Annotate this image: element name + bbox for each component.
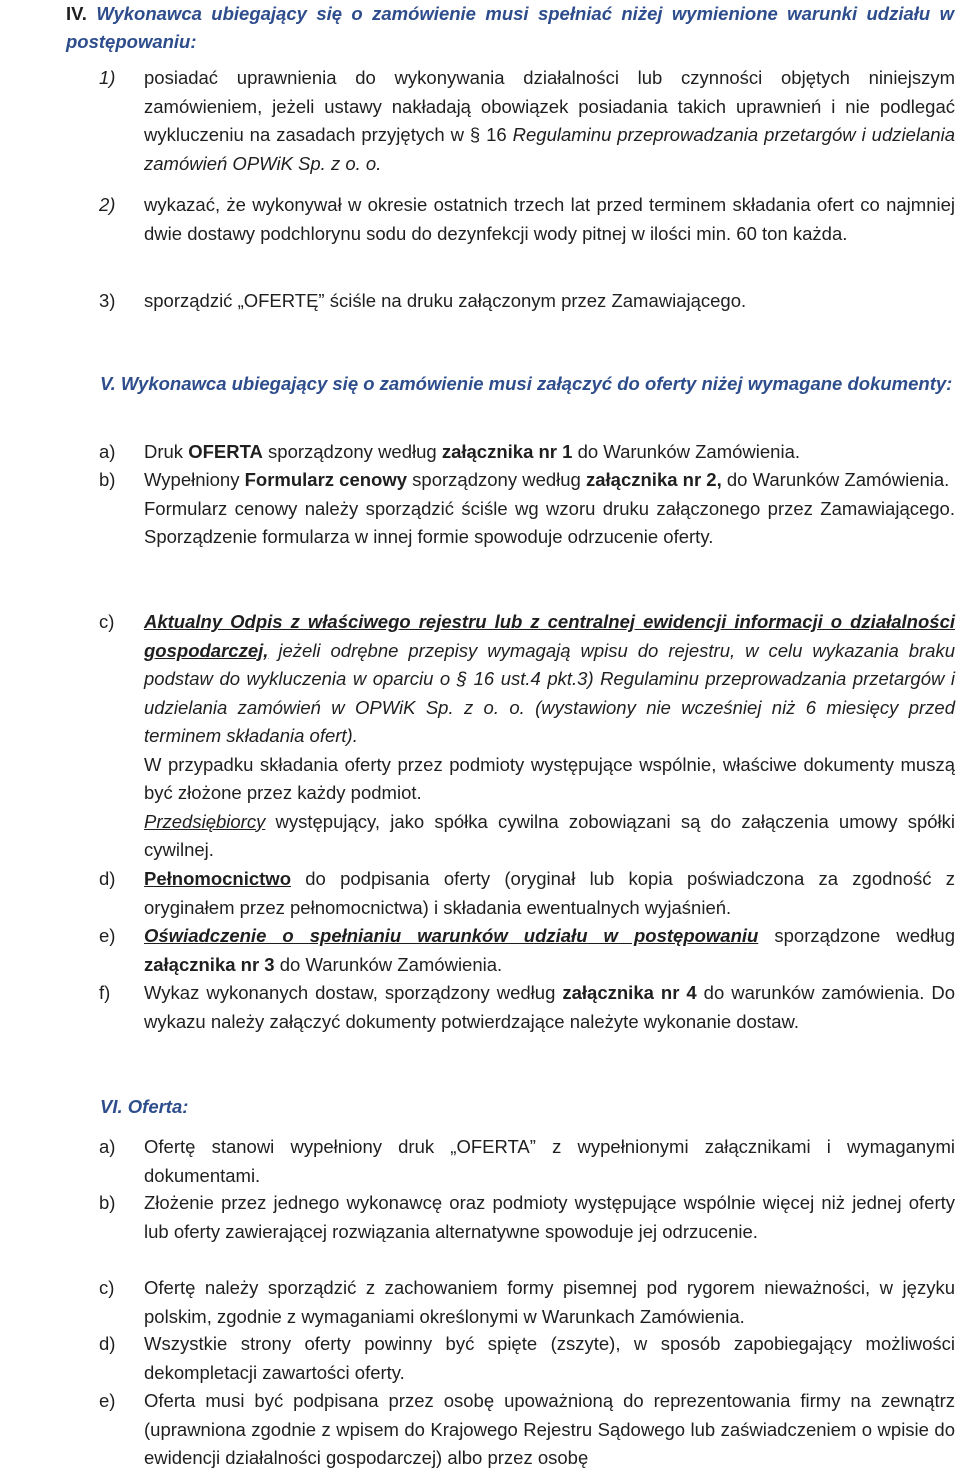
item-text-bold-underline: Pełnomocnictwo	[144, 868, 291, 889]
item-text: wykazać, że wykonywał w okresie ostatnich trzech lat przed terminem składania ofert co najmniej dwie dostawy podchlorynu sodu do dezynfekcji wody pitnej w ilości min. 60 ton każda.	[144, 194, 955, 244]
section-v-item-f	[99, 979, 955, 1036]
item-text-bold-italic-underline: Aktualny Odpis z właściwego rejestru lub z centralnej ewidencji informacji o działalności gospodarczej,	[144, 611, 955, 661]
item-label: f)	[99, 982, 111, 1003]
section-iv-number: IV.	[66, 3, 87, 24]
item-label: d)	[99, 1333, 116, 1354]
item-text: Złożenie przez jednego wykonawcę oraz podmioty występujące wspólnie więcej niż jednej oferty lub oferty zawierającej rozwiązania alternatywne spowoduje jej odrzucenie.	[144, 1192, 955, 1242]
section-v-number: V.	[100, 373, 116, 394]
item-text: do Warunków Zamówienia.	[572, 441, 801, 462]
section-iv-item-3	[99, 287, 955, 316]
item-text: sporządzony według	[407, 469, 586, 490]
item-text: sporządzone według	[758, 925, 955, 946]
item-text: Oferta musi być podpisana przez osobę upoważnioną do reprezentowania firmy na zewnątrz (uprawniona zgodnie z wpisem do Krajowego Rejestru Sądowego lub zaświadczeniem o wpisie do ewidencji działalności gospodarczej) albo przez osobę	[144, 1390, 955, 1468]
item-text: sporządzić „OFERTĘ” ściśle na druku załączonym przez Zamawiającego.	[144, 290, 747, 311]
section-iv-item-2	[99, 191, 955, 248]
item-paragraph: Formularz cenowy należy sporządzić ściśle wg wzoru druku załączonego przez Zamawiającego. Sporządzenie formularza w innej formie spowoduje odrzucenie oferty.	[144, 497, 955, 547]
item-text: Wypełniony	[144, 469, 245, 490]
item-text: do warunków zamówienia. Do wykazu należy załączyć dokumenty potwierdzające należyte wykonanie dostaw.	[144, 982, 955, 1032]
item-label: b)	[99, 469, 116, 490]
section-vi-item-b	[99, 1189, 955, 1246]
section-v-item-a	[99, 438, 955, 467]
item-text-bold: OFERTA	[188, 441, 263, 462]
item-text: Wykaz wykonanych dostaw, sporządzony według	[144, 982, 563, 1003]
item-text: posiadać uprawnienia do wykonywania działalności lub czynności objętych niniejszym zamówieniem, jeżeli ustawy nakładają obowiązek posiadania takich uprawnień i nie podlegać wykluczeniu na zasadach przyjętych w § 16	[144, 67, 955, 145]
item-label: 1)	[99, 67, 116, 88]
item-text-underline: Przedsiębiorcy	[144, 810, 266, 832]
section-v-item-e	[99, 922, 955, 979]
section-vi-number: VI.	[100, 1096, 123, 1117]
section-v-heading	[100, 370, 955, 398]
item-text: występujący, jako spółka cywilna zobowiązani są do załączenia umowy spółki cywilnej.	[144, 810, 955, 860]
section-iv-item-1	[99, 64, 955, 178]
item-label: 2)	[99, 194, 116, 215]
item-text: Druk	[144, 441, 189, 462]
item-label: e)	[99, 925, 116, 946]
section-vi-item-d	[99, 1330, 955, 1387]
item-label: a)	[99, 1136, 116, 1157]
item-text: do Warunków Zamówienia.	[274, 953, 503, 975]
section-vi-item-a	[99, 1133, 955, 1190]
section-v-item-b	[99, 466, 955, 552]
item-text: sporządzony według	[262, 441, 442, 462]
item-paragraph: W przypadku składania oferty przez podmioty występujące wspólnie, właściwe dokumenty muszą być złożone przez każdy podmiot.	[144, 753, 955, 803]
section-iv-heading	[66, 0, 954, 56]
item-label: 3)	[99, 290, 116, 311]
section-vi-item-e	[99, 1387, 955, 1473]
item-label: d)	[99, 868, 116, 889]
item-text-bold: załącznika nr 3	[144, 953, 275, 975]
item-label: a)	[99, 441, 116, 462]
section-v-item-d	[99, 865, 955, 922]
item-text: Ofertę należy sporządzić z zachowaniem formy pisemnej pod rygorem nieważności, w języku polskim, zgodnie z wymaganiami określonymi w Warunkach Zamówienia.	[144, 1277, 955, 1327]
section-v-item-c	[99, 608, 955, 865]
item-text-bold: załącznika nr 4	[562, 982, 697, 1003]
item-text-italic: Regulaminu przeprowadzania przetargów i udzielania zamówień OPWiK Sp. z o. o.	[144, 124, 955, 174]
item-text: do podpisania oferty (oryginał lub kopia poświadczona za zgodność z oryginałem przez pełnomocnictwa) i składania ewentualnych wyjaśnień.	[144, 868, 955, 918]
section-iv-title: Wykonawca ubiegający się o zamówienie musi spełniać niżej wymienione warunki udziału w postępowaniu:	[66, 3, 954, 52]
item-text-bold-italic-underline: Oświadczenie o spełnianiu warunków udziału w postępowaniu	[144, 925, 759, 946]
item-text-bold: załącznika nr 2,	[586, 469, 722, 490]
item-label: b)	[99, 1192, 116, 1213]
item-label: e)	[99, 1390, 116, 1411]
item-text-bold: Formularz cenowy	[244, 469, 408, 490]
item-text: do Warunków Zamówienia.	[721, 469, 950, 490]
section-v-title: Wykonawca ubiegający się o zamówienie musi załączyć do oferty niżej wymagane dokumenty:	[120, 373, 953, 394]
section-vi-heading	[100, 1093, 955, 1121]
item-text: Wszystkie strony oferty powinny być spięte (zszyte), w sposób zapobiegający możliwości dekompletacji zawartości oferty.	[144, 1333, 955, 1383]
item-label: c)	[99, 1277, 115, 1298]
item-text: Ofertę stanowi wypełniony druk „OFERTA” z wypełnionymi załącznikami i wymaganymi dokumentami.	[144, 1136, 955, 1186]
section-vi-title: Oferta:	[127, 1096, 189, 1117]
item-text-bold: załącznika nr 1	[441, 441, 573, 462]
section-vi-item-c	[99, 1274, 955, 1331]
item-label: c)	[99, 611, 115, 632]
item-text-italic: jeżeli odrębne przepisy wymagają wpisu do rejestru, w celu wykazania braku podstaw do wykluczenia w oparciu o § 16 ust.4 pkt.3) Regulaminu przeprowadzania przetargów i udzielania zamówień w OPWiK Sp. z o. o. (wystawiony nie wcześniej niż 6 miesięcy przed terminem składania ofert).	[144, 639, 955, 746]
